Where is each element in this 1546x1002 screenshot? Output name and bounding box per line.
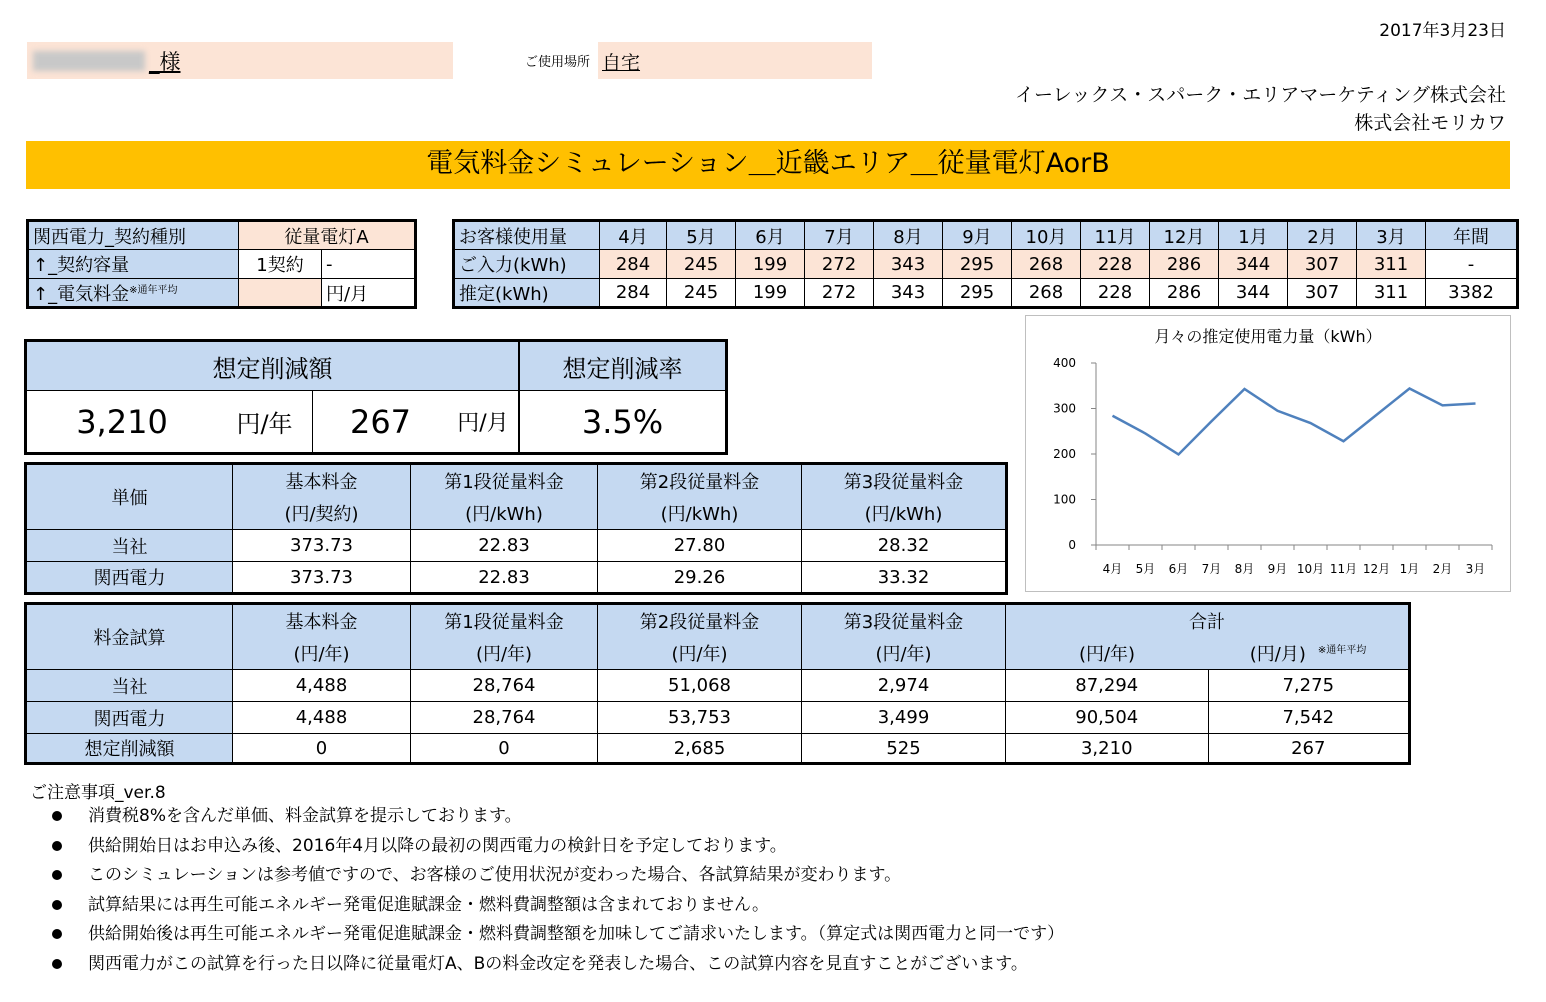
contract-type-value: 従量電灯A xyxy=(239,221,416,250)
customer-name-box xyxy=(27,42,453,79)
usage-input-cell[interactable]: 295 xyxy=(943,250,1012,279)
savings-summary-table xyxy=(24,339,728,455)
usage-estimate-cell: 268 xyxy=(1012,279,1081,308)
table-cell: 28,764 xyxy=(411,670,598,702)
unit-price-header: 第3段従量料金 xyxy=(802,464,1007,497)
table-cell: 3,210 xyxy=(1006,734,1209,764)
savings-yearly-unit: 円/年 xyxy=(217,391,313,454)
note-text: 供給開始日はお申込み後、2016年4月以降の最初の関西電力の検針日を予定しております。 xyxy=(88,835,787,856)
usage-input-label: ご入力(kWh) xyxy=(454,250,600,279)
chart-svg xyxy=(1026,316,1510,591)
usage-month-header: 12月 xyxy=(1150,221,1219,250)
savings-rate-label: 想定削減率 xyxy=(519,341,727,391)
unit-price-unit: (円/kWh) xyxy=(598,497,802,530)
usage-month-header: 5月 xyxy=(667,221,736,250)
unit-price-header: 基本料金 xyxy=(233,464,411,497)
usage-input-cell[interactable]: 199 xyxy=(736,250,805,279)
calc-header: 基本料金 xyxy=(233,604,411,637)
usage-estimate-cell: 307 xyxy=(1288,279,1357,308)
y-tick-label: 300 xyxy=(1053,401,1076,416)
usage-input-annual: - xyxy=(1426,250,1518,279)
usage-input-cell[interactable]: 268 xyxy=(1012,250,1081,279)
table-cell: 29.26 xyxy=(598,562,802,594)
unit-price-unit: (円/kWh) xyxy=(802,497,1007,530)
table-cell: 51,068 xyxy=(598,670,802,702)
usage-header-label: お客様使用量 xyxy=(454,221,600,250)
savings-monthly-unit: 円/月 xyxy=(448,391,519,454)
usage-estimate-cell: 344 xyxy=(1219,279,1288,308)
bullet-icon xyxy=(52,870,62,880)
table-cell: 90,504 xyxy=(1006,702,1209,734)
calc-unit: (円/年) xyxy=(411,637,598,670)
unit-price-label: 単価 xyxy=(26,464,233,530)
contract-type-label: 関西電力_契約種別 xyxy=(28,221,239,250)
table-row xyxy=(26,702,1410,734)
contract-fee-unit: 円/月 xyxy=(322,279,416,308)
calc-total-month-unit: (円/月) $^{※通年平均}$ xyxy=(1208,637,1410,670)
calc-unit: (円/年) xyxy=(802,637,1006,670)
table-cell: 7,542 xyxy=(1208,702,1410,734)
usage-input-cell[interactable]: 286 xyxy=(1150,250,1219,279)
company-name-1: イーレックス・スパーク・エリアマーケティング株式会社 xyxy=(1015,84,1506,106)
contract-capacity-value: 1契約 xyxy=(239,250,322,279)
table-row xyxy=(26,562,1007,594)
table-cell: 27.80 xyxy=(598,530,802,562)
usage-estimate-cell: 286 xyxy=(1150,279,1219,308)
usage-input-cell[interactable]: 284 xyxy=(600,250,667,279)
usage-estimate-cell: 272 xyxy=(805,279,874,308)
savings-monthly-value: 267 xyxy=(313,391,449,454)
row-label: 想定削減額 xyxy=(26,734,233,764)
calc-header: 第1段従量料金 xyxy=(411,604,598,637)
calc-unit: (円/年) xyxy=(233,637,411,670)
bullet-icon xyxy=(52,841,62,851)
usage-month-header: 10月 xyxy=(1012,221,1081,250)
savings-amount-label: 想定削減額 xyxy=(26,341,520,391)
table-cell: 87,294 xyxy=(1006,670,1209,702)
table-cell: 53,753 xyxy=(598,702,802,734)
usage-annual-header: 年間 xyxy=(1426,221,1518,250)
contract-table xyxy=(26,219,417,309)
table-cell: 7,275 xyxy=(1208,670,1410,702)
table-cell: 2,974 xyxy=(802,670,1006,702)
table-cell: 525 xyxy=(802,734,1006,764)
x-tick-label: 9月 xyxy=(1267,562,1288,576)
usage-month-header: 1月 xyxy=(1219,221,1288,250)
contract-capacity-unit: - xyxy=(322,250,416,279)
table-cell: 4,488 xyxy=(233,702,411,734)
calc-total-header: 合計 xyxy=(1006,604,1410,637)
usage-input-cell[interactable]: 344 xyxy=(1219,250,1288,279)
calc-header: 第3段従量料金 xyxy=(802,604,1006,637)
usage-estimate-cell: 245 xyxy=(667,279,736,308)
calc-total-year-unit: (円/年) xyxy=(1006,637,1209,670)
contract-fee-value[interactable] xyxy=(239,279,322,308)
row-label: 当社 xyxy=(26,530,233,562)
x-tick-label: 4月 xyxy=(1102,562,1123,576)
table-cell: 28.32 xyxy=(802,530,1007,562)
bullet-icon xyxy=(52,811,62,821)
table-cell: 267 xyxy=(1208,734,1410,764)
usage-estimate-cell: 284 xyxy=(600,279,667,308)
row-label: 関西電力 xyxy=(26,562,233,594)
usage-month-header: 11月 xyxy=(1081,221,1150,250)
unit-price-unit: (円/契約) xyxy=(233,497,411,530)
table-cell: 28,764 xyxy=(411,702,598,734)
usage-input-cell[interactable]: 272 xyxy=(805,250,874,279)
usage-table xyxy=(452,219,1519,309)
company-name-2: 株式会社モリカワ xyxy=(1354,112,1506,134)
contract-fee-label: ↑_電気料金$^{※通年平均}$ xyxy=(28,279,239,308)
x-tick-label: 8月 xyxy=(1234,562,1255,576)
savings-yearly-value: 3,210 xyxy=(26,391,218,454)
note-text: 供給開始後は再生可能エネルギー発電促進賦課金・燃料費調整額を加味してご請求いたします。（算定式は関西電力と同一です） xyxy=(88,924,1065,945)
usage-input-cell[interactable]: 343 xyxy=(874,250,943,279)
usage-month-header: 6月 xyxy=(736,221,805,250)
chart-title: 月々の推定使用電力量（kWh） xyxy=(1154,327,1382,346)
note-item xyxy=(52,861,1064,891)
x-tick-label: 5月 xyxy=(1135,562,1156,576)
fee-calculation-table xyxy=(24,602,1411,765)
unit-price-header: 第2段従量料金 xyxy=(598,464,802,497)
document-date: 2017年3月23日 xyxy=(1379,21,1506,41)
savings-rate-value: 3.5% xyxy=(519,391,727,454)
note-text: 関西電力がこの試算を行った日以降に従量電灯A、Bの料金改定を発表した場合、この試算内容を見直すことがございます。 xyxy=(88,953,1028,974)
usage-input-cell[interactable]: 311 xyxy=(1357,250,1426,279)
usage-month-header: 9月 xyxy=(943,221,1012,250)
usage-estimate-cell: 228 xyxy=(1081,279,1150,308)
usage-estimate-cell: 343 xyxy=(874,279,943,308)
contract-capacity-label: ↑_契約容量 xyxy=(28,250,239,279)
location-box xyxy=(598,42,872,79)
table-cell: 22.83 xyxy=(411,530,598,562)
calc-label: 料金試算 xyxy=(26,604,233,670)
y-tick-label: 200 xyxy=(1053,447,1076,461)
calc-unit: (円/年) xyxy=(598,637,802,670)
notes-title: ご注意事項_ver.8 xyxy=(30,783,166,803)
series-line xyxy=(1113,388,1476,454)
x-tick-label: 10月 xyxy=(1296,562,1325,576)
x-tick-label: 6月 xyxy=(1168,562,1189,576)
y-tick-label: 400 xyxy=(1053,356,1076,370)
table-cell: 373.73 xyxy=(233,530,411,562)
note-item xyxy=(52,950,1064,980)
unit-price-unit: (円/kWh) xyxy=(411,497,598,530)
usage-estimate-cell: 199 xyxy=(736,279,805,308)
note-item xyxy=(52,802,1064,832)
table-cell: 33.32 xyxy=(802,562,1007,594)
x-tick-label: 2月 xyxy=(1432,562,1453,576)
usage-month-header: 3月 xyxy=(1357,221,1426,250)
table-cell: 2,685 xyxy=(598,734,802,764)
usage-estimate-label: 推定(kWh) xyxy=(454,279,600,308)
note-text: このシミュレーションは参考値ですので、お客様のご使用状況が変わった場合、各試算結果が変わります。 xyxy=(88,865,902,886)
location-label: ご使用場所 xyxy=(525,55,591,70)
y-tick-label: 0 xyxy=(1068,538,1076,552)
table-cell: 0 xyxy=(233,734,411,764)
note-item xyxy=(52,920,1064,950)
customer-name-redacted xyxy=(33,51,145,71)
unit-price-table xyxy=(24,462,1008,595)
table-cell: 373.73 xyxy=(233,562,411,594)
usage-estimate-cell: 311 xyxy=(1357,279,1426,308)
bullet-icon xyxy=(52,900,62,910)
table-cell: 0 xyxy=(411,734,598,764)
table-cell: 22.83 xyxy=(411,562,598,594)
note-text: 消費税8%を含んだ単価、料金試算を提示しております。 xyxy=(88,806,522,826)
note-item xyxy=(52,891,1064,921)
x-tick-label: 12月 xyxy=(1362,562,1391,576)
customer-suffix: _様 xyxy=(149,50,181,74)
location-value: 自宅 xyxy=(602,52,641,74)
usage-month-header: 8月 xyxy=(874,221,943,250)
table-cell: 4,488 xyxy=(233,670,411,702)
table-row xyxy=(26,734,1410,764)
table-row xyxy=(26,530,1007,562)
x-tick-label: 1月 xyxy=(1399,562,1420,576)
table-row xyxy=(26,670,1410,702)
usage-input-cell[interactable]: 228 xyxy=(1081,250,1150,279)
x-tick-label: 7月 xyxy=(1201,562,1222,576)
usage-input-cell[interactable]: 245 xyxy=(667,250,736,279)
usage-estimate-cell: 295 xyxy=(943,279,1012,308)
usage-line-chart xyxy=(1025,315,1511,592)
note-item xyxy=(52,832,1064,862)
notes-list xyxy=(52,802,1064,980)
x-tick-label: 11月 xyxy=(1329,562,1358,576)
note-text: 試算結果には再生可能エネルギー発電促進賦課金・燃料費調整額は含まれておりません。 xyxy=(88,894,770,915)
unit-price-header: 第1段従量料金 xyxy=(411,464,598,497)
usage-month-header: 2月 xyxy=(1288,221,1357,250)
usage-month-header: 4月 xyxy=(600,221,667,250)
table-cell: 3,499 xyxy=(802,702,1006,734)
bullet-icon xyxy=(52,929,62,939)
calc-header: 第2段従量料金 xyxy=(598,604,802,637)
bullet-icon xyxy=(52,959,62,969)
y-tick-label: 100 xyxy=(1053,492,1076,507)
usage-input-cell[interactable]: 307 xyxy=(1288,250,1357,279)
usage-month-header: 7月 xyxy=(805,221,874,250)
row-label: 当社 xyxy=(26,670,233,702)
row-label: 関西電力 xyxy=(26,702,233,734)
usage-estimate-annual: 3382 xyxy=(1426,279,1518,308)
page-title: 電気料金シミュレーション＿近畿エリア＿従量電灯AorB xyxy=(26,141,1510,189)
x-tick-label: 3月 xyxy=(1465,562,1486,576)
